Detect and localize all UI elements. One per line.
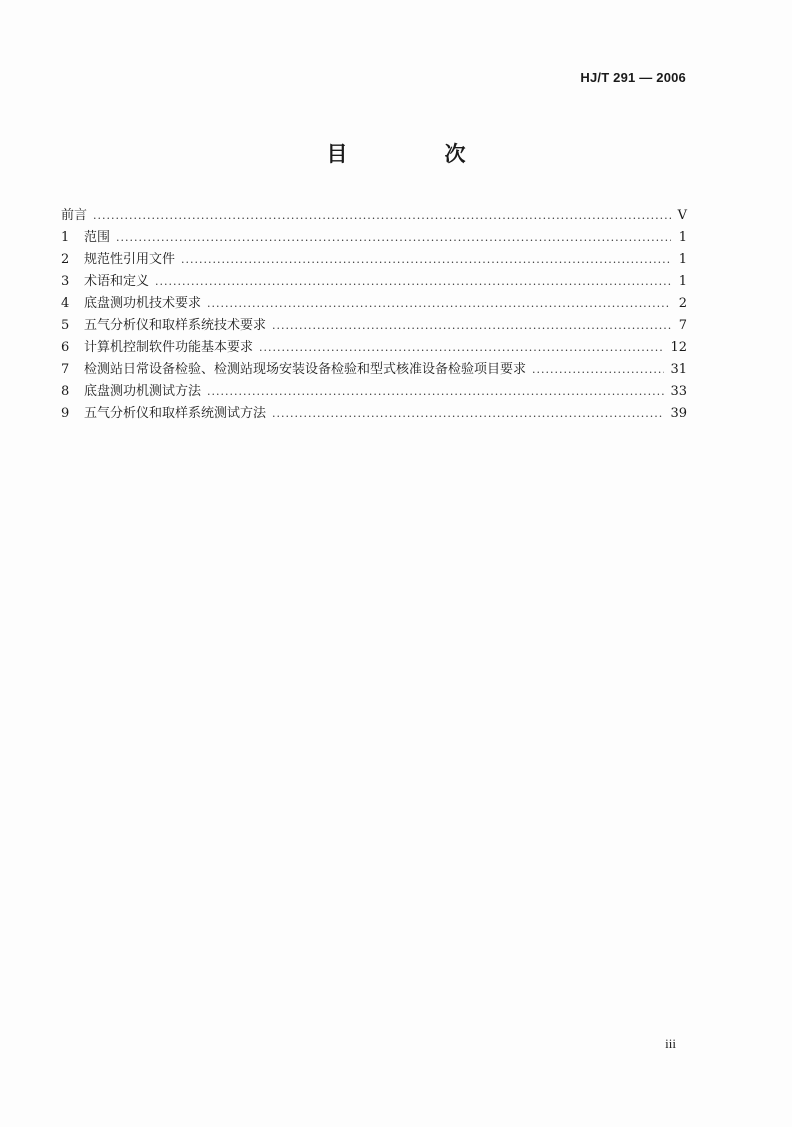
toc-dot-leader (116, 227, 671, 249)
toc-entry-8[interactable] (61, 381, 687, 403)
toc-entry-page: 1 (678, 230, 687, 245)
toc-entry-page: 12 (670, 340, 687, 355)
toc-entry-1[interactable] (61, 227, 687, 249)
toc-entry-number: 9 (61, 406, 70, 421)
toc-title: 目 次 (326, 142, 504, 166)
toc-entry-page: 7 (678, 318, 687, 333)
toc-dot-leader (272, 315, 671, 337)
toc-entry-number: 6 (61, 340, 70, 355)
toc-dot-leader (155, 271, 671, 293)
toc-entry-number: 5 (61, 318, 70, 333)
toc-entry-number: 7 (61, 362, 70, 377)
toc-dot-leader (207, 293, 671, 315)
toc-entry-number: 2 (61, 252, 70, 267)
toc-entry-page: 2 (678, 296, 687, 311)
toc-dot-leader (93, 205, 671, 227)
toc-entry-number: 3 (61, 274, 70, 289)
toc-entry-number: 4 (61, 296, 70, 311)
toc-entry-title: 规范性引用文件 (84, 252, 176, 267)
toc-entry-4[interactable] (61, 293, 687, 315)
toc-entry-2[interactable] (61, 249, 687, 271)
toc-entry-title: 计算机控制软件功能基本要求 (84, 340, 254, 355)
toc-entry-6[interactable] (61, 337, 687, 359)
toc-entry-page: 33 (670, 384, 687, 399)
toc-list (61, 205, 687, 425)
page-number: iii (665, 1036, 676, 1051)
toc-entry-number: 8 (61, 384, 70, 399)
toc-entry-9[interactable] (61, 403, 687, 425)
toc-entry-title: 底盘测功机技术要求 (84, 296, 202, 311)
toc-entry-title: 范围 (84, 230, 111, 245)
toc-entry-title: 底盘测功机测试方法 (84, 384, 202, 399)
toc-entry-page: 39 (670, 406, 687, 421)
toc-entry-page: 1 (678, 252, 687, 267)
toc-entry-3[interactable] (61, 271, 687, 293)
toc-entry-foreword[interactable] (61, 205, 687, 227)
toc-entry-title: 检测站日常设备检验、检测站现场安装设备检验和型式核准设备检验项目要求 (84, 362, 527, 377)
toc-dot-leader (207, 381, 664, 403)
toc-entry-title: 术语和定义 (84, 274, 150, 289)
toc-dot-leader (259, 337, 664, 359)
toc-entry-5[interactable] (61, 315, 687, 337)
toc-dot-leader (272, 403, 664, 425)
toc-dot-leader (532, 359, 664, 381)
toc-entry-title: 五气分析仪和取样系统技术要求 (84, 318, 267, 333)
toc-entry-page: 1 (678, 274, 687, 289)
document-code: HJ/T 291 — 2006 (580, 70, 686, 85)
toc-dot-leader (181, 249, 671, 271)
toc-entry-title: 前言 (61, 208, 88, 223)
toc-entry-page: 31 (670, 362, 687, 377)
toc-entry-page: V (677, 208, 687, 223)
toc-entry-7[interactable] (61, 359, 687, 381)
toc-entry-title: 五气分析仪和取样系统测试方法 (84, 406, 267, 421)
toc-entry-number: 1 (61, 230, 70, 245)
